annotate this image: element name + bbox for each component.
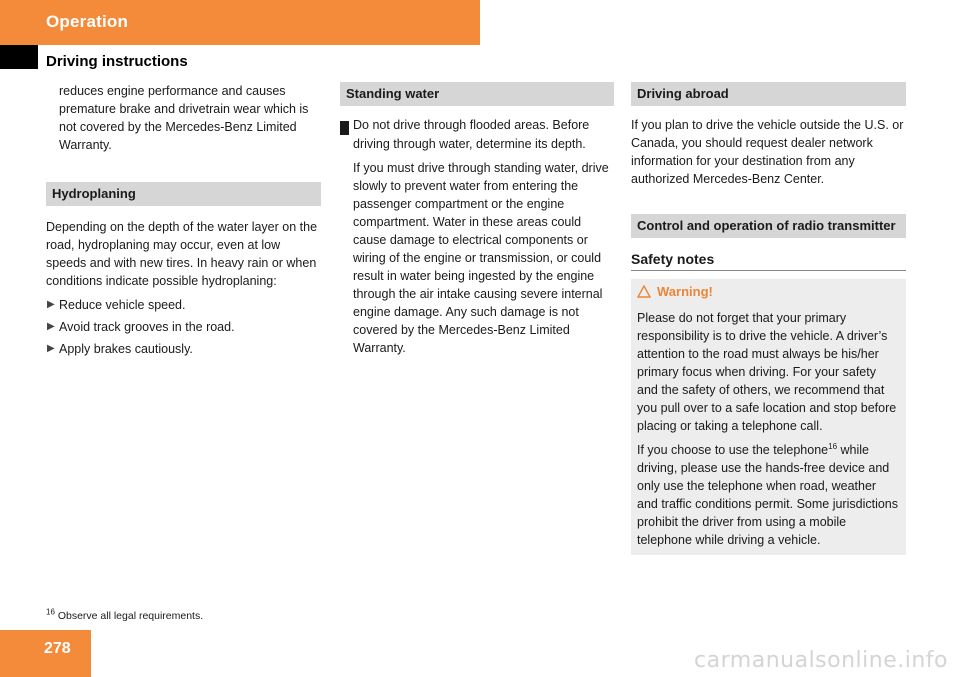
section-title: Operation <box>46 12 129 31</box>
header-tab-marker <box>0 45 38 69</box>
standing-water-paragraph: If you must drive through standing water, drive slowly to prevent water from entering the passenger compartment or the engine compartment. Water in these areas could cause damage to electrical components or wiring of the engine or transmission, or could result in water being ingested by the engine through the air intake causing severe internal engine damage. Any such damage is not covered by the Mercedes-Benz Limited Warranty. <box>353 161 609 355</box>
page-number: 278 <box>44 640 71 657</box>
safety-notes-heading: Safety notes <box>631 250 906 271</box>
footnote-reference: 16 <box>828 441 838 451</box>
footnote: $^{16}$ Observe all legal requirements. <box>46 607 204 622</box>
intro-paragraph: reduces engine performance and causes premature brake and drivetrain wear which is not covered by the Mercedes-Benz Limited Warranty. <box>59 84 309 152</box>
watermark: carmanualsonline.info <box>694 648 948 673</box>
bullet-arrow-icon: ▶ <box>47 299 55 310</box>
warning-triangle-icon <box>637 285 651 303</box>
hydroplaning-paragraph: Depending on the depth of the water layer on the road, hydroplaning may occur, even at low speeds and with new tires. In heavy rain or when conditions indicate possible hydroplaning: <box>46 220 318 288</box>
list-item: ▶ Avoid track grooves in the road. <box>47 320 235 334</box>
column-right <box>631 82 906 555</box>
column-middle <box>336 82 614 363</box>
warning-paragraph: If you choose to use the telephone$^{16}$ while driving, please use the hands-free device and only use the telephone when road, weather and traffic conditions permit. Some jurisdictions prohibit the driver from using a mobile telephone while driving a vehicle. <box>637 441 898 547</box>
warning-title: Warning! <box>637 283 900 303</box>
bullet-arrow-icon: ▶ <box>47 343 55 354</box>
list-item: ▶ Reduce vehicle speed. <box>47 298 186 312</box>
column-left <box>46 82 321 362</box>
driving-abroad-heading: Driving abroad <box>631 82 906 106</box>
hydroplaning-heading: Hydroplaning <box>46 182 321 206</box>
radio-transmitter-heading: Control and operation of radio transmitter <box>631 214 906 238</box>
page-title: Driving instructions <box>46 53 188 70</box>
notice-paragraph: ! Do not drive through flooded areas. Before driving through water, determine its depth. <box>336 118 590 151</box>
list-item: ▶ Apply brakes cautiously. <box>47 342 193 356</box>
driving-abroad-paragraph: If you plan to drive the vehicle outside the U.S. or Canada, you should request dealer network information for your destination from any authorized Mercedes-Benz Center. <box>631 118 904 186</box>
standing-water-heading: Standing water <box>340 82 614 106</box>
notice-exclamation-icon: ! <box>340 121 349 135</box>
warning-box <box>631 279 906 555</box>
warning-paragraph: Please do not forget that your primary responsibility is to drive the vehicle. A driver’s attention to the road must always be his/her primary focus when driving. For your safety and the safety of others, we recommend that you pull over to a safe location and stop before placing or taking a telephone call. <box>637 311 897 433</box>
bullet-arrow-icon: ▶ <box>47 321 55 332</box>
